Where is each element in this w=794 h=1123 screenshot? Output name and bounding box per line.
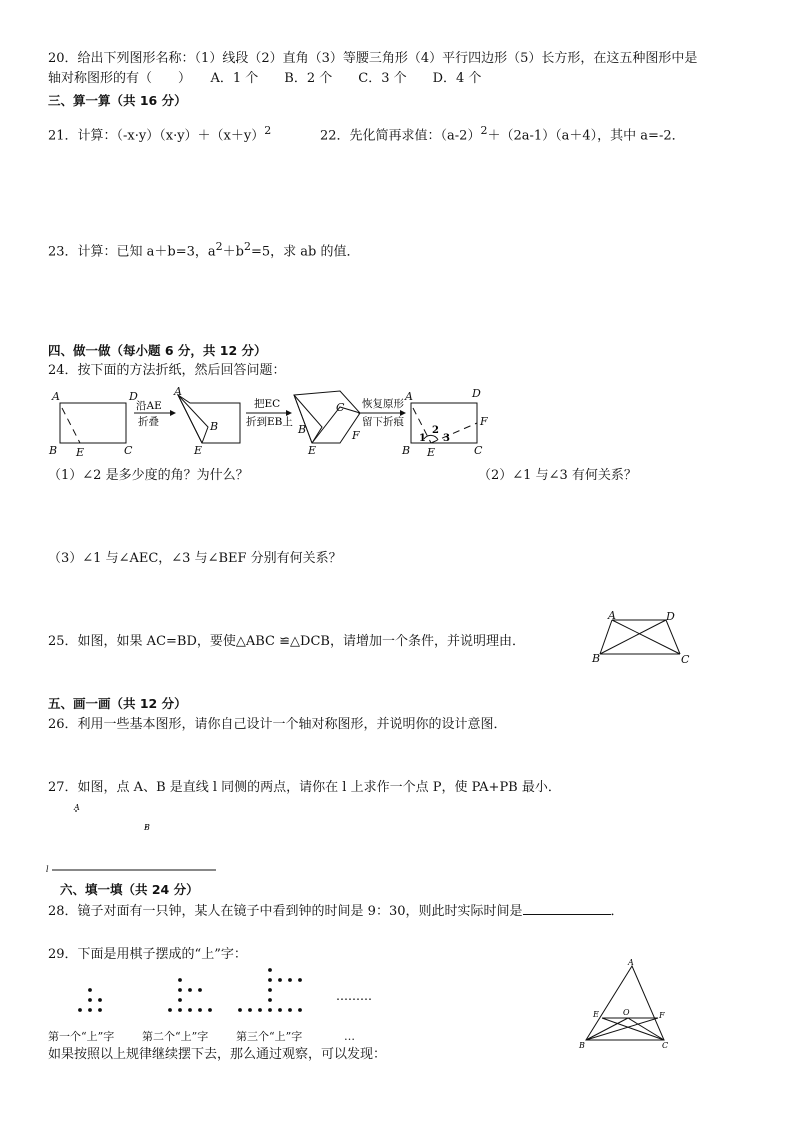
q25-label-c: C [681, 653, 690, 666]
q28-answer-blank[interactable] [523, 902, 611, 915]
q28-post: ． [610, 904, 624, 919]
q22-post: ＋（2a-1）（a＋4），其中 a=-2． [487, 128, 685, 144]
pattern-ellipsis: ……… [336, 989, 372, 1003]
pattern-2 [168, 978, 212, 1012]
q29-caption-2: 第二个“上”字 [142, 1030, 209, 1043]
section-3-title: 三、算一算（共 16 分） [48, 93, 187, 108]
fig1-label-c: C [124, 444, 133, 457]
step1-label-1: 沿AE [136, 400, 162, 412]
tri-label-f: F [659, 1011, 665, 1020]
q23-pre: 23．计算：已知 a＋b=3，a [48, 244, 216, 260]
fig4-angle-3: 3 [443, 433, 450, 444]
fig2-fold-ae [178, 395, 202, 443]
fig3-label-f: F [352, 429, 360, 442]
fig3-label-e: E [308, 444, 317, 457]
fig1-label-d: D [129, 390, 138, 403]
q22 [320, 122, 685, 145]
fig1-label-b: B [49, 444, 58, 457]
q24-text: 24．按下面的方法折纸，然后回答问题： [48, 363, 286, 378]
q27-figure [44, 800, 224, 876]
fig4-label-b: B [402, 444, 411, 457]
triangle-abc [586, 966, 664, 1040]
q20-line1: 20．给出下列图形名称：（1）线段（2）直角（3）等腰三角形（4）平行四边形（5）长方形，在这五种图形中是 [48, 51, 698, 66]
fig1-label-e: E [76, 446, 85, 459]
fig2-label-a: A [174, 385, 182, 398]
q23-mid: ＋b [222, 244, 244, 260]
step2-label-2: 折到EB上 [246, 416, 293, 428]
q29-caption-3: 第三个“上”字 [236, 1030, 303, 1043]
fig1-label-a: A [52, 390, 60, 403]
q29-caption-ellipsis: … [344, 1030, 355, 1043]
q26-text: 26．利用一些基本图形，请你自己设计一个轴对称图形，并说明你的设计意图． [48, 717, 507, 732]
q25-label-a: A [608, 610, 616, 622]
q27-label-l: l [46, 865, 49, 874]
pattern-1 [78, 988, 102, 1012]
tri-label-c: C [662, 1041, 669, 1050]
q23 [48, 238, 360, 261]
triangle-figure [576, 952, 676, 1054]
q27-label-a: A [74, 803, 80, 812]
q28-pre: 28．镜子对面有一只钟，某人在镜子中看到钟的时间是 9：30，则此时实际时间是 [48, 904, 523, 919]
q24-sub1: （1）∠2 是多少度的角？为什么？ [48, 468, 249, 483]
fig3-label-c: C [336, 401, 345, 414]
step2-label-1: 把EC [254, 398, 281, 410]
fig3-label-b: B [298, 423, 307, 436]
q23-post: =5，求 ab 的值． [251, 244, 360, 260]
q25-label-d: D [666, 610, 675, 623]
step1-label-2: 折叠 [138, 416, 159, 428]
fig2-label-e: E [194, 444, 203, 457]
q29-tail: 如果按照以上规律继续摆下去，那么通过观察，可以发现： [48, 1047, 387, 1062]
fig4-label-c: C [474, 444, 483, 457]
pattern-3 [238, 968, 302, 1012]
q29-patterns [44, 962, 384, 1028]
q27-text: 27．如图，点 A、B 是直线 l 同侧的两点，请你在 l 上求作一个点 P，使 PA+PB 最小． [48, 780, 561, 795]
tri-label-o: O [623, 1008, 630, 1017]
q21-text: 21．计算：（-x·y）（x·y）＋（x＋y） [48, 128, 265, 144]
q27-label-b: B [144, 823, 150, 832]
q22-pre: 22．先化简再求值：（a-2） [320, 128, 481, 144]
fig4-label-a: A [405, 390, 413, 403]
step3-label-2: 留下折痕 [362, 416, 404, 428]
q25-segment-ac [612, 620, 680, 654]
fig4-angle-2: 2 [432, 425, 439, 436]
fig2-folded-shape [178, 395, 240, 443]
q24-folding-figure [40, 383, 500, 461]
tri-label-b: B [579, 1041, 585, 1050]
fig2-label-b: B [210, 420, 219, 433]
tri-label-e: E [593, 1010, 599, 1019]
q25-text: 25．如图，如果 AC=BD，要使△ABC ≌△DCB，请增加一个条件，并说明理由． [48, 634, 525, 649]
fig4-angle-1: 1 [419, 433, 426, 444]
section-5-title: 五、画一画（共 12 分） [48, 696, 187, 711]
fig4-label-e: E [427, 446, 436, 459]
q25-segment-dc [666, 620, 680, 654]
q20-line2: 轴对称图形的有（ ） A．1 个 B．2 个 C．3 个 D．4 个 [48, 71, 482, 86]
q29-text: 29．下面是用棋子摆成的“上”字： [48, 947, 247, 962]
q25-label-b: B [592, 652, 601, 665]
q23-exp1: 2 [215, 240, 223, 253]
step3-label-1: 恢复原形 [362, 398, 404, 410]
q29-caption-1: 第一个“上”字 [48, 1030, 115, 1043]
step1-arrow-head [170, 410, 176, 416]
q25-figure [590, 610, 700, 668]
fig4-label-f: F [480, 415, 488, 428]
fig4-label-d: D [472, 387, 481, 400]
tri-label-a: A [628, 958, 634, 967]
q24-sub3: （3）∠1 与∠AEC，∠3 与∠BEF 分别有何关系？ [48, 551, 342, 566]
q23-exp2: 2 [244, 240, 251, 253]
fig1-fold-line [62, 408, 80, 443]
section-4-title: 四、做一做（每小题 6 分，共 12 分） [48, 343, 267, 358]
fig4-angle-arc [424, 435, 438, 440]
q28 [48, 902, 624, 921]
fig2-flap [178, 395, 208, 443]
section-6-title: 六、填一填（共 24 分） [60, 882, 199, 897]
q22-exponent: 2 [480, 124, 488, 137]
q21-exponent: 2 [264, 124, 272, 137]
q21 [48, 122, 271, 145]
q24-sub2: （2）∠1 与∠3 有何关系？ [478, 468, 637, 483]
